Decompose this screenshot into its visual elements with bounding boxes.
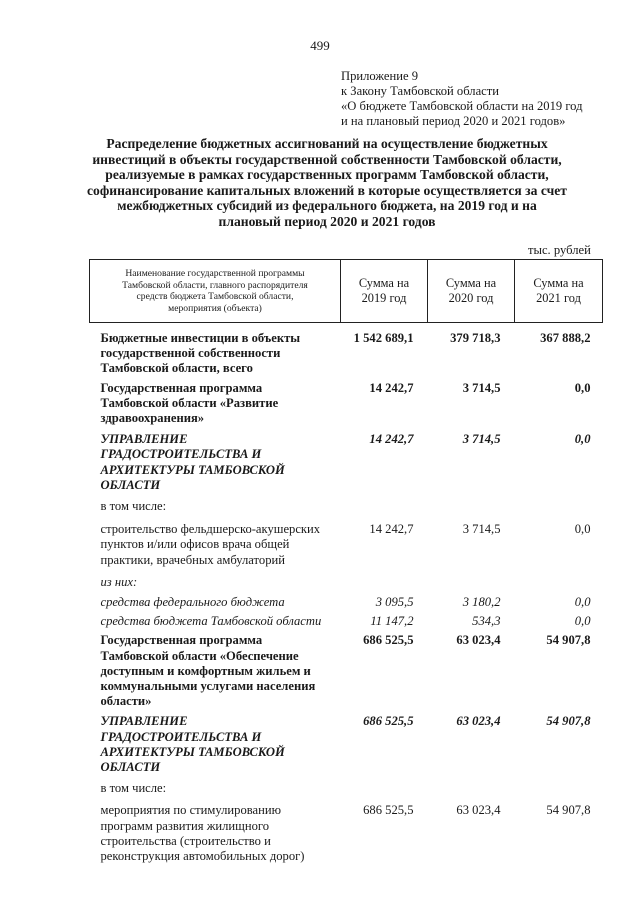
header-2019 <box>341 260 428 323</box>
row-name <box>90 514 341 568</box>
row-name <box>90 426 341 493</box>
header-2021-line: Сумма на <box>533 276 584 290</box>
value-2020: 3 714,5 <box>462 432 501 447</box>
table-row <box>90 568 603 590</box>
row-name <box>90 568 341 590</box>
value-2019: 14 242,7 <box>369 380 414 395</box>
row-name-line: Тамбовской области «Обеспечение <box>100 648 299 663</box>
row-name <box>90 610 341 629</box>
header-name <box>90 260 341 323</box>
value-2019: 14 242,7 <box>369 432 414 447</box>
value-2021 <box>515 568 603 590</box>
value-2019: 686 525,5 <box>363 714 414 729</box>
value-2021: 54 907,8 <box>546 714 591 729</box>
row-name <box>90 796 341 864</box>
title-line: реализуемые в рамках государственных программ Тамбовской области, <box>105 167 549 183</box>
header-2020-line: Сумма на <box>445 276 497 290</box>
table-row <box>90 493 603 514</box>
header-name-line: Наименование государственной программы <box>125 268 305 279</box>
row-name-line: средства федерального бюджета <box>100 595 285 610</box>
title-line: Распределение бюджетных ассигнований на осуществление бюджетных <box>106 136 548 151</box>
value-2020: 3 180,2 <box>462 595 501 610</box>
header-name-line: Тамбовской области, главного распорядителя <box>122 279 308 291</box>
row-name-line: программ развития жилищного <box>100 818 270 833</box>
value-2020: 3 714,5 <box>462 522 501 537</box>
value-2020: 534,3 <box>472 614 501 629</box>
row-name-line: доступным и комфортным жильем и <box>100 663 311 678</box>
row-name-line: УПРАВЛЕНИЕ <box>100 432 188 447</box>
value-2019: 11 147,2 <box>370 614 414 629</box>
document-title <box>78 136 576 230</box>
row-name <box>90 323 341 377</box>
header-2020-line: 2020 год <box>448 291 494 305</box>
value-2020: 63 023,4 <box>456 803 501 818</box>
value-2021: 0,0 <box>574 522 591 537</box>
row-name-line: строительство фельдшерско-акушерских <box>100 522 321 537</box>
value-2021: 0,0 <box>574 614 591 629</box>
value-2020: 63 023,4 <box>456 633 501 648</box>
row-name-line: коммунальными услугами населения <box>100 679 316 694</box>
row-name-line: из них: <box>100 574 138 589</box>
row-name-line: Тамбовской области «Развитие <box>100 395 279 410</box>
row-name-line: Государственная программа <box>100 380 263 395</box>
table-row <box>90 796 603 864</box>
value-2019: 1 542 689,1 <box>353 331 414 345</box>
row-name-line: государственной собственности <box>100 346 281 361</box>
header-name-line: средств бюджета Тамбовской области, <box>136 291 294 302</box>
row-name-line: Государственная программа <box>100 633 263 648</box>
row-name-line: АРХИТЕКТУРЫ ТАМБОВСКОЙ <box>100 462 285 477</box>
row-name-line: практики, врачебных амбулаторий <box>100 552 285 567</box>
row-name <box>90 493 341 514</box>
row-name-line: ОБЛАСТИ <box>100 760 161 775</box>
row-name-line: реконструкция автомобильных дорог) <box>100 849 305 864</box>
title-line: плановый период 2020 и 2021 годов <box>218 213 436 229</box>
appendix-line: и на плановый период 2020 и 2021 годов» <box>341 114 566 128</box>
budget-table <box>89 259 603 864</box>
row-name-line: Тамбовской области, всего <box>100 361 253 376</box>
table-row <box>90 590 603 610</box>
value-2020: 3 714,5 <box>462 380 501 395</box>
row-name-line: средства бюджета Тамбовской области <box>100 614 322 629</box>
appendix-line: к Закону Тамбовской области <box>341 84 499 98</box>
value-2019 <box>341 568 428 590</box>
value-2020 <box>428 568 515 590</box>
value-2019: 686 525,5 <box>363 803 414 818</box>
value-2021: 0,0 <box>574 380 591 395</box>
row-name-line: строительства (строительство и <box>100 833 271 848</box>
table-row <box>90 323 603 377</box>
row-name-line: ГРАДОСТРОИТЕЛЬСТВА И <box>100 447 262 462</box>
header-name-line: мероприятия (объекта) <box>168 302 262 314</box>
row-name <box>90 709 341 775</box>
appendix-reference <box>341 69 631 129</box>
appendix-line: Приложение 9 <box>341 69 419 83</box>
value-2020 <box>428 775 515 796</box>
table-row <box>90 377 603 427</box>
table-row <box>90 775 603 796</box>
table-row <box>90 629 603 709</box>
row-name <box>90 629 341 709</box>
value-2019: 14 242,7 <box>369 522 414 537</box>
table-row <box>90 514 603 568</box>
row-name-line: АРХИТЕКТУРЫ ТАМБОВСКОЙ <box>100 744 285 759</box>
row-name-line: ГРАДОСТРОИТЕЛЬСТВА И <box>100 729 262 744</box>
value-2021 <box>515 775 603 796</box>
title-line: межбюджетных субсидий из федерального бюджета, на 2019 год и на <box>117 198 537 214</box>
row-name-line: в том числе: <box>100 499 167 514</box>
table-row <box>90 709 603 775</box>
value-2021: 367 888,2 <box>540 331 591 345</box>
table-row <box>90 426 603 493</box>
header-2019-line: 2019 год <box>361 291 407 305</box>
title-line: инвестиций в объекты государственной собственности Тамбовской области, <box>92 151 562 167</box>
value-2021: 54 907,8 <box>546 633 591 648</box>
row-name-line: Бюджетные инвестиции в объекты <box>100 331 301 345</box>
value-2019 <box>341 493 428 514</box>
row-name <box>90 377 341 427</box>
row-name-line: пунктов и/или офисов врача общей <box>100 537 290 552</box>
value-2019 <box>341 775 428 796</box>
appendix-line: «О бюджете Тамбовской области на 2019 год <box>341 99 583 113</box>
value-2021 <box>515 493 603 514</box>
header-2019-line: Сумма на <box>358 276 410 290</box>
page-number: 499 <box>310 38 330 53</box>
row-name-line: мероприятия по стимулированию <box>100 803 282 818</box>
header-2020 <box>428 260 515 323</box>
header-2021-line: 2021 год <box>536 291 581 305</box>
value-2019: 3 095,5 <box>375 595 414 610</box>
value-2021: 54 907,8 <box>546 803 591 818</box>
value-2021: 0,0 <box>574 595 591 610</box>
row-name <box>90 775 341 796</box>
row-name-line: области» <box>100 694 152 709</box>
value-2020 <box>428 493 515 514</box>
row-name <box>90 590 341 610</box>
row-name-line: УПРАВЛЕНИЕ <box>100 714 188 729</box>
title-line: софинансирование капитальных вложений в которые осуществляется за счет <box>87 182 567 198</box>
value-2020: 379 718,3 <box>450 331 501 345</box>
units-label: тыс. рублей <box>528 243 591 257</box>
table-body <box>90 323 603 865</box>
row-name-line: ОБЛАСТИ <box>100 477 161 492</box>
table-header-row <box>90 260 603 323</box>
value-2020: 63 023,4 <box>456 714 501 729</box>
table-row <box>90 610 603 629</box>
header-2021 <box>515 260 603 323</box>
value-2021: 0,0 <box>574 432 591 447</box>
value-2019: 686 525,5 <box>363 633 414 648</box>
row-name-line: здравоохранения» <box>100 411 205 426</box>
row-name-line: в том числе: <box>100 781 167 796</box>
